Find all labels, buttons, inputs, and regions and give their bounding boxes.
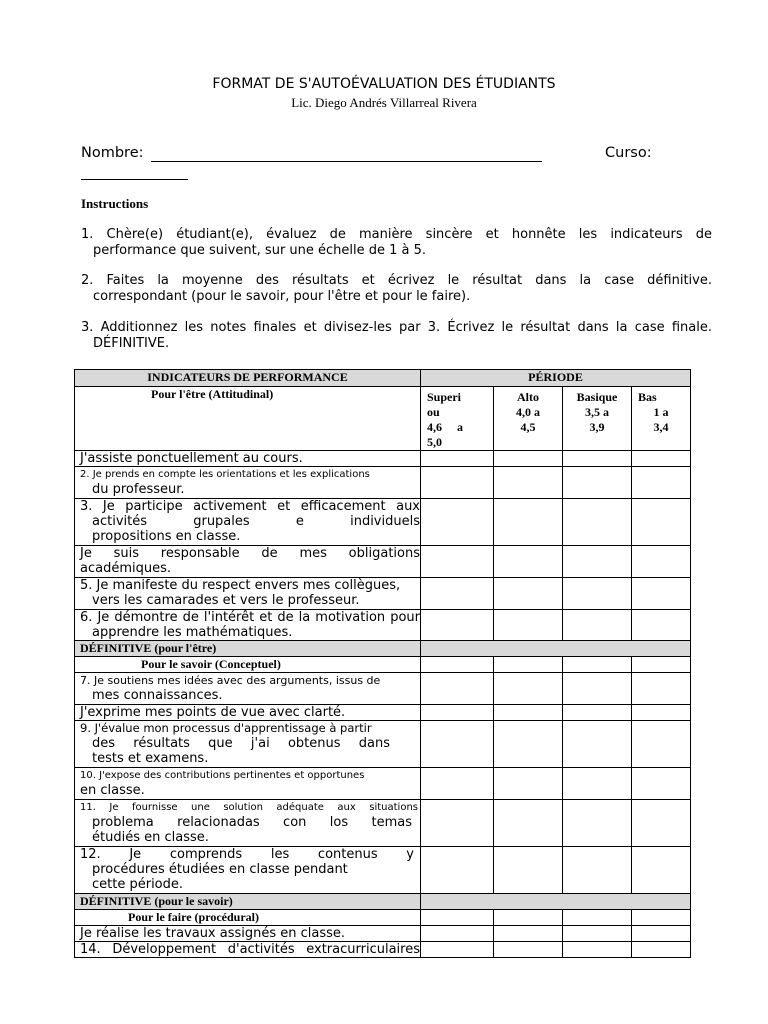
indicator-8 xyxy=(75,705,421,721)
score-cell[interactable] xyxy=(421,673,494,705)
score-cell[interactable] xyxy=(421,610,494,641)
faire-heading: Pour le faire (procédural) xyxy=(75,910,421,926)
score-cell[interactable] xyxy=(494,847,563,894)
score-cell[interactable] xyxy=(494,721,563,768)
indicator-11-line3: étudiés en classe. xyxy=(92,830,209,845)
indicator-4-line2: académiques. xyxy=(80,561,171,576)
indicator-5 xyxy=(75,578,421,610)
definitive-etre-cell[interactable] xyxy=(421,641,691,657)
score-cell[interactable] xyxy=(494,926,563,942)
score-cell[interactable] xyxy=(421,721,494,768)
nombre-label: Nombre: xyxy=(81,145,144,161)
curso-input-line[interactable] xyxy=(81,179,188,180)
score-cell[interactable] xyxy=(421,546,494,578)
evaluation-table xyxy=(74,369,691,958)
instruction-2-line2: correspondant (pour le savoir, pour l'être et pour le faire). xyxy=(93,289,471,304)
indicator-4-line1: Je suis responsable de mes obligations xyxy=(80,546,420,561)
instruction-1-line1: 1. Chère(e) étudiant(e), évaluez de manière sincère et honnête les indicateurs de xyxy=(81,227,712,242)
level-superieur xyxy=(421,387,494,451)
blank-cell xyxy=(494,910,563,926)
indicator-9-line3: tests et examens. xyxy=(92,751,209,766)
indicator-1 xyxy=(75,451,421,467)
indicator-1-line1: J'assiste ponctuellement au cours. xyxy=(80,451,303,466)
indicator-5-line1: 5. Je manifeste du respect envers mes collègues, xyxy=(80,578,401,593)
blank-cell xyxy=(421,910,494,926)
level-alto-line2: 4,0 a xyxy=(516,405,540,419)
score-cell[interactable] xyxy=(494,467,563,499)
table-row xyxy=(75,451,691,467)
score-cell[interactable] xyxy=(632,768,691,800)
blank-cell xyxy=(494,657,563,673)
indicator-7 xyxy=(75,673,421,705)
table-row xyxy=(75,705,691,721)
blank-cell xyxy=(632,657,691,673)
indicator-8-line1: J'exprime mes points de vue avec clarté. xyxy=(80,705,346,720)
score-cell[interactable] xyxy=(421,705,494,721)
blank-cell xyxy=(421,657,494,673)
indicator-11 xyxy=(75,800,421,847)
indicator-7-line1: 7. Je soutiens mes idées avec des arguments, issus de xyxy=(80,674,381,687)
definitive-savoir-label: DÉFINITIVE (pour le savoir) xyxy=(75,894,421,910)
instruction-1 xyxy=(81,227,712,259)
score-cell[interactable] xyxy=(421,847,494,894)
score-cell[interactable] xyxy=(494,578,563,610)
indicator-9-line1: 9. J'évalue mon processus d'apprentissage à partir xyxy=(80,721,372,735)
score-cell[interactable] xyxy=(563,721,632,768)
level-basique-line3: 3,9 xyxy=(589,420,605,434)
table-row xyxy=(75,467,691,499)
indicator-7-line2: mes connaissances. xyxy=(92,688,223,703)
table-row xyxy=(75,926,691,942)
instruction-3-line2: DÉFINITIVE. xyxy=(93,336,170,351)
score-cell[interactable] xyxy=(421,499,494,546)
score-cell[interactable] xyxy=(632,451,691,467)
level-alto xyxy=(494,387,563,451)
curso-label: Curso: xyxy=(605,145,652,161)
instruction-1-line2: performance que suivent, sur une échelle de 1 à 5. xyxy=(93,243,427,258)
table-header-row xyxy=(75,370,691,387)
indicator-10-line1: 10. J'expose des contributions pertinentes et opportunes xyxy=(80,770,365,781)
score-cell[interactable] xyxy=(632,705,691,721)
level-bas-line3: 3,4 xyxy=(653,420,669,434)
level-alto-line1: Alto xyxy=(517,390,539,404)
table-row xyxy=(75,546,691,578)
score-cell[interactable] xyxy=(563,800,632,847)
table-row xyxy=(75,800,691,847)
score-cell[interactable] xyxy=(494,451,563,467)
score-cell[interactable] xyxy=(494,800,563,847)
level-basique-line2: 3,5 a xyxy=(585,405,609,419)
indicator-12-line1: 12. Je comprends les contenus y xyxy=(80,847,414,862)
indicator-4 xyxy=(75,546,421,578)
level-bas-line1: Bas xyxy=(638,390,657,404)
score-cell[interactable] xyxy=(421,800,494,847)
page-title: FORMAT DE S'AUTOÉVALUATION DES ÉTUDIANTS xyxy=(212,76,556,92)
instruction-3 xyxy=(81,320,712,352)
score-cell[interactable] xyxy=(563,467,632,499)
instruction-2 xyxy=(81,273,712,305)
table-row xyxy=(75,610,691,641)
nombre-input-line[interactable] xyxy=(151,161,542,162)
indicator-3 xyxy=(75,499,421,546)
score-cell[interactable] xyxy=(632,673,691,705)
score-cell[interactable] xyxy=(563,768,632,800)
table-row xyxy=(75,499,691,546)
indicator-11-line2: problema relacionadas con los temas xyxy=(92,815,412,830)
indicator-3-line2: activités grupales e individuels xyxy=(92,514,420,529)
table-row xyxy=(75,768,691,800)
score-cell[interactable] xyxy=(632,578,691,610)
score-cell[interactable] xyxy=(421,768,494,800)
score-cell[interactable] xyxy=(632,800,691,847)
score-cell[interactable] xyxy=(563,610,632,641)
score-cell[interactable] xyxy=(632,847,691,894)
indicator-9-line2: des résultats que j'ai obtenus dans xyxy=(92,736,390,751)
blank-cell xyxy=(563,657,632,673)
blank-cell xyxy=(632,910,691,926)
score-cell[interactable] xyxy=(563,847,632,894)
score-cell[interactable] xyxy=(421,942,494,958)
score-cell[interactable] xyxy=(494,610,563,641)
indicator-13 xyxy=(75,926,421,942)
score-cell[interactable] xyxy=(494,546,563,578)
indicator-12-line3: cette période. xyxy=(92,877,184,892)
score-cell[interactable] xyxy=(421,578,494,610)
score-cell[interactable] xyxy=(563,673,632,705)
score-cell[interactable] xyxy=(632,610,691,641)
indicator-2 xyxy=(75,467,421,499)
score-cell[interactable] xyxy=(494,942,563,958)
definitive-savoir-row xyxy=(75,894,691,910)
score-cell[interactable] xyxy=(632,467,691,499)
table-row xyxy=(75,673,691,705)
indicator-12 xyxy=(75,847,421,894)
score-cell[interactable] xyxy=(421,451,494,467)
score-cell[interactable] xyxy=(563,705,632,721)
indicator-14-line1: 14. Développement d'activités extracurriculaires xyxy=(80,942,420,957)
etre-heading: Pour l'être (Attitudinal) xyxy=(75,387,421,451)
faire-heading-row xyxy=(75,910,691,926)
page-subtitle: Lic. Diego Andrés Villarreal Rivera xyxy=(291,95,477,110)
indicator-2-line1: 2. Je prends en compte les orientations et les explications xyxy=(80,469,370,480)
table-row xyxy=(75,847,691,894)
indicator-6 xyxy=(75,610,421,641)
indicator-11-line1: 11. Je fournisse une solution adéquate aux situations xyxy=(80,802,418,813)
table-row xyxy=(75,721,691,768)
score-cell[interactable] xyxy=(494,768,563,800)
score-cell[interactable] xyxy=(421,467,494,499)
score-cell[interactable] xyxy=(563,499,632,546)
instruction-2-line1: 2. Faites la moyenne des résultats et écrivez le résultat dans la case définitive. xyxy=(81,273,712,288)
indicator-9 xyxy=(75,721,421,768)
definitive-etre-label: DÉFINITIVE (pour l'être) xyxy=(75,641,421,657)
indicator-3-line1: 3. Je participe activement et efficacement aux xyxy=(80,499,420,514)
table-row xyxy=(75,578,691,610)
score-cell[interactable] xyxy=(494,705,563,721)
score-cell[interactable] xyxy=(563,578,632,610)
score-cell[interactable] xyxy=(563,546,632,578)
level-superieur-line2: ou xyxy=(427,405,440,419)
table-row xyxy=(75,942,691,958)
indicator-5-line2: vers les camarades et vers le professeur. xyxy=(92,593,360,608)
indicator-6-line1: 6. Je démontre de l'intérêt et de la motivation pour xyxy=(80,610,420,625)
indicator-3-line3: propositions en classe. xyxy=(92,529,241,544)
col-period-header: PÉRIODE xyxy=(421,370,691,387)
score-cell[interactable] xyxy=(632,546,691,578)
savoir-heading: Pour le savoir (Conceptuel) xyxy=(75,657,421,673)
savoir-heading-row xyxy=(75,657,691,673)
levels-row xyxy=(75,387,691,451)
indicator-14 xyxy=(75,942,421,958)
definitive-savoir-cell[interactable] xyxy=(421,894,691,910)
blank-cell xyxy=(563,910,632,926)
indicator-2-line2: du professeur. xyxy=(92,482,185,497)
level-superieur-line4: 5,0 xyxy=(427,435,442,449)
indicator-12-line2: procédures étudiées en classe pendant xyxy=(92,862,348,877)
score-cell[interactable] xyxy=(632,721,691,768)
level-alto-line3: 4,5 xyxy=(520,420,536,434)
score-cell[interactable] xyxy=(632,926,691,942)
level-bas-line2: 1 a xyxy=(653,405,669,419)
score-cell[interactable] xyxy=(563,942,632,958)
instructions-heading: Instructions xyxy=(81,196,149,211)
score-cell[interactable] xyxy=(632,942,691,958)
indicator-10 xyxy=(75,768,421,800)
level-bas xyxy=(632,387,691,451)
level-basique xyxy=(563,387,632,451)
indicator-10-line2: en classe. xyxy=(80,783,145,798)
level-superieur-line1: Superi xyxy=(427,390,462,404)
indicator-13-line1: Je réalise les travaux assignés en classe. xyxy=(80,926,346,941)
instruction-3-line1: 3. Additionnez les notes finales et divisez-les par 3. Écrivez le résultat dans la case finale. xyxy=(81,320,712,335)
score-cell[interactable] xyxy=(421,926,494,942)
score-cell[interactable] xyxy=(563,926,632,942)
score-cell[interactable] xyxy=(632,499,691,546)
definitive-etre-row xyxy=(75,641,691,657)
col-indicators-header: INDICATEURS DE PERFORMANCE xyxy=(75,370,421,387)
level-basique-line1: Basique xyxy=(576,390,618,404)
score-cell[interactable] xyxy=(494,673,563,705)
score-cell[interactable] xyxy=(563,451,632,467)
level-superieur-line3: 4,6 a xyxy=(427,420,463,434)
score-cell[interactable] xyxy=(494,499,563,546)
indicator-6-line2: apprendre les mathématiques. xyxy=(92,625,293,640)
